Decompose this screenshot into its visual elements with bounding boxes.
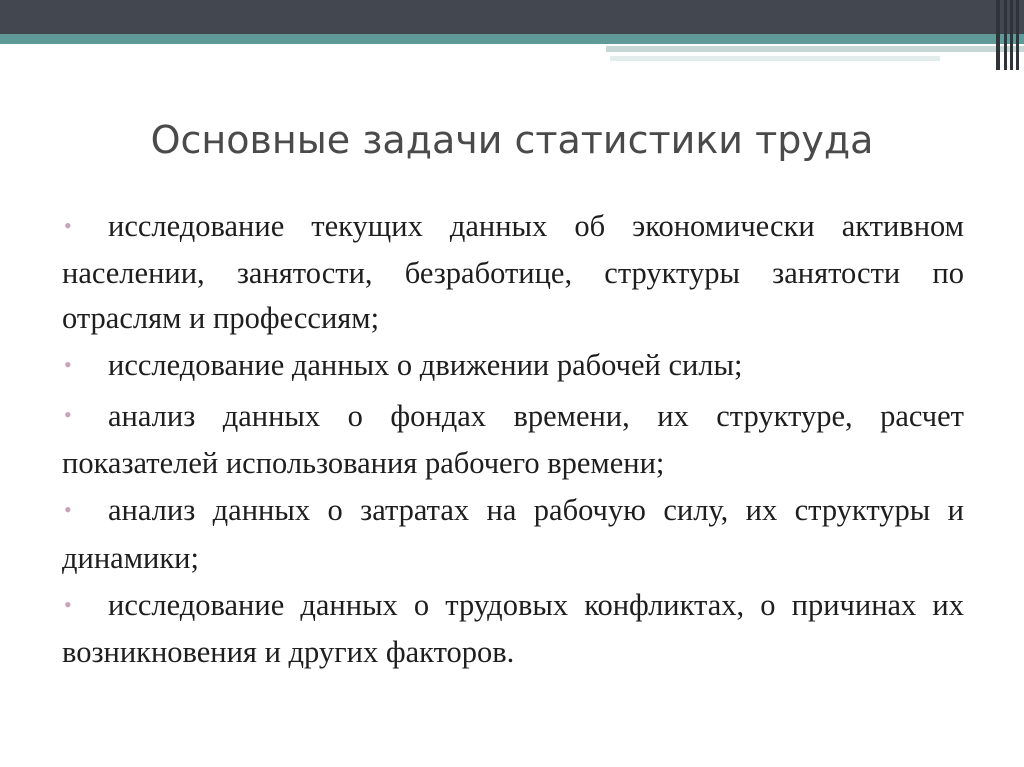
banner-edge-line xyxy=(996,0,1000,70)
banner-light-stripe xyxy=(606,46,1024,52)
bullet-item xyxy=(62,204,964,340)
bullet-text: анализ данных о затратах на рабочую силу, их структуры и динамики; xyxy=(62,493,964,575)
bullet-list xyxy=(62,204,964,678)
bullet-item xyxy=(62,488,964,580)
bullet-item xyxy=(62,583,964,675)
banner-edge-line xyxy=(1010,0,1013,70)
banner-teal-band xyxy=(0,34,1024,44)
banner-edge-line xyxy=(1016,0,1019,70)
bullet-item xyxy=(62,343,964,390)
banner-light-stripe-2 xyxy=(610,56,940,61)
slide-title: Основные задачи статистики труда xyxy=(150,118,874,162)
bullet-dot-icon: • xyxy=(64,497,72,522)
header-banner xyxy=(0,0,1024,70)
bullet-dot-icon: • xyxy=(64,352,72,377)
banner-edge-line xyxy=(1004,0,1007,70)
bullet-dot-icon: • xyxy=(64,402,72,428)
bullet-dot-icon: • xyxy=(64,212,72,238)
banner-dark-band xyxy=(0,0,1024,34)
bullet-text: исследование текущих данных об экономически активном населении, занятости, безработице, структуры занятости по отраслям и профессиям; xyxy=(62,209,964,335)
bullet-text: анализ данных о фондах времени, их структуре, расчет показателей использования рабочего времени; xyxy=(62,398,964,480)
bullet-text: исследование данных о трудовых конфликтах, о причинах их возникновения и других факторов. xyxy=(62,588,964,670)
bullet-dot-icon: • xyxy=(64,591,72,617)
bullet-item xyxy=(62,394,964,486)
bullet-text: исследование данных о движении рабочей силы; xyxy=(108,348,743,383)
